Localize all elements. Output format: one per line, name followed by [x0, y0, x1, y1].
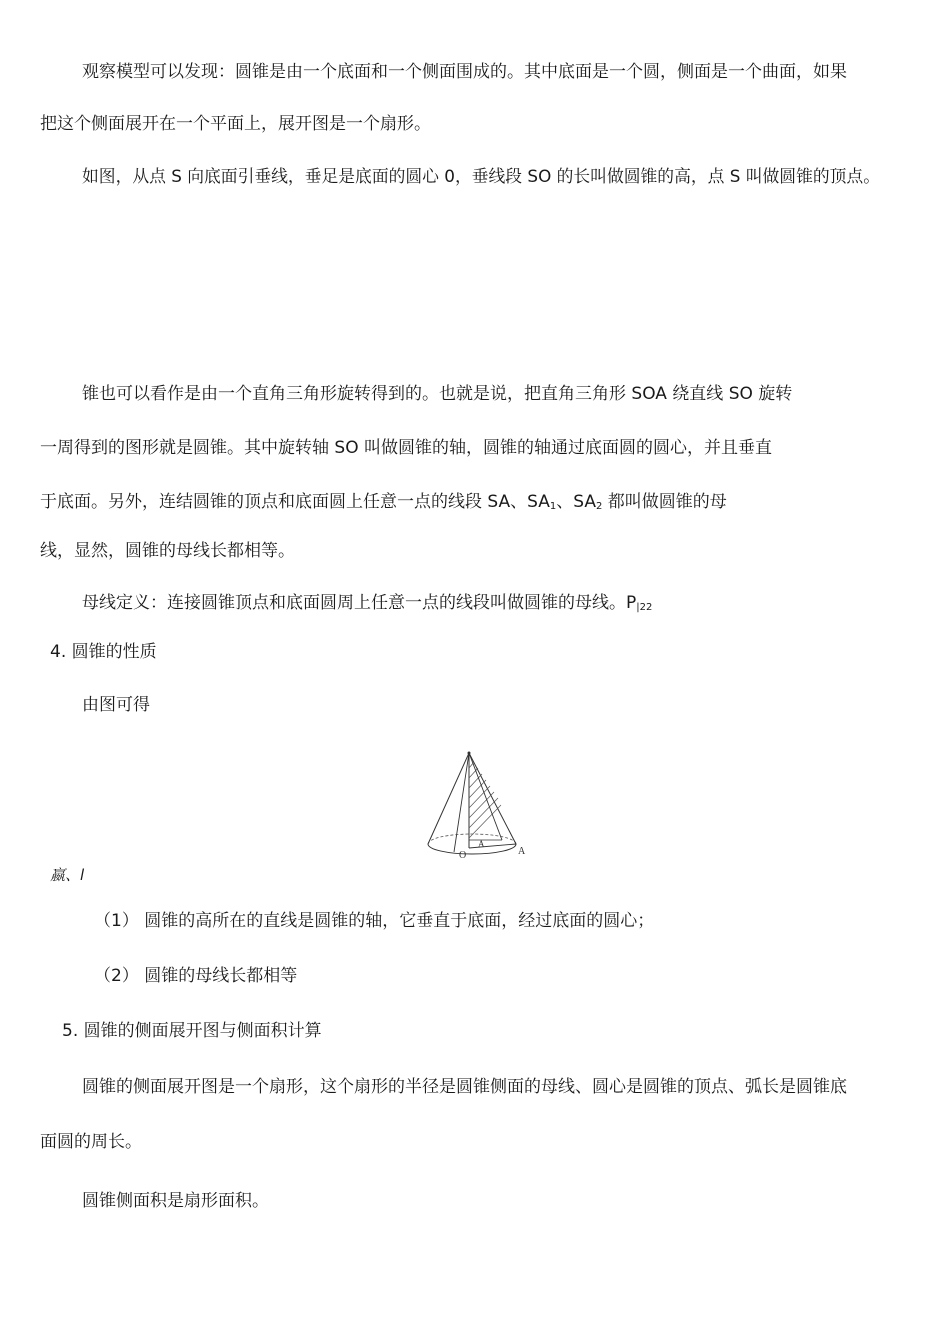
paragraph-3-line-2: 一周得到的图形就是圆锥。其中旋转轴 SO 叫做圆锥的轴，圆锥的轴通过底面圆的圆心，并且垂直	[40, 438, 772, 458]
generatrix-definition-text: 母线定义：连接圆锥顶点和底面圆周上任意一点的线段叫做圆锥的母线。P	[82, 593, 637, 613]
figure-caption: 嬴、l	[50, 866, 85, 884]
property-item-2: （2） 圆锥的母线长都相等	[94, 966, 298, 986]
section-4-intro: 由图可得	[82, 695, 150, 715]
generatrix-definition	[82, 592, 652, 619]
base-back-arc	[428, 834, 516, 844]
paragraph-2: 如图，从点 S 向底面引垂线，垂足是底面的圆心 0，垂线段 SO 的长叫做圆锥的高，点 S 叫做圆锥的顶点。	[82, 166, 880, 186]
vertex-s-point	[468, 752, 471, 755]
paragraph-1-line-2: 把这个侧面展开在一个平面上，展开图是一个扇形。	[40, 114, 431, 134]
cone-figure	[418, 748, 530, 864]
triangle-hatching	[469, 762, 501, 838]
generatrix-front	[454, 753, 469, 852]
paragraph-3-line-3	[40, 491, 727, 518]
section-5-heading: 5. 圆锥的侧面展开图与侧面积计算	[62, 1021, 322, 1041]
label-a1: A	[478, 839, 485, 849]
label-o: O	[459, 850, 467, 861]
property-item-1: （1） 圆锥的高所在的直线是圆锥的轴，它垂直于底面，经过底面的圆心；	[94, 911, 655, 931]
section-5-paragraph-line-1: 圆锥的侧面展开图是一个扇形，这个扇形的半径是圆锥侧面的母线、圆心是圆锥的顶点、弧长是圆锥底	[82, 1077, 847, 1097]
left-generatrix	[428, 753, 469, 844]
paragraph-3-line-3-text-a: 于底面。另外，连结圆锥的顶点和底面圆上任意一点的线段 SA、SA	[40, 492, 550, 512]
section-4-heading: 4. 圆锥的性质	[50, 642, 157, 662]
paragraph-1-line-1: 观察模型可以发现：圆锥是由一个底面和一个侧面围成的。其中底面是一个圆，侧面是一个曲面，如果	[82, 62, 847, 82]
page-reference: |22	[636, 602, 653, 613]
paragraph-3-line-3-text-c: 都叫做圆锥的母	[602, 492, 727, 512]
paragraph-3-line-1: 锥也可以看作是由一个直角三角形旋转得到的。也就是说，把直角三角形 SOA 绕直线 SO 旋转	[82, 384, 793, 404]
paragraph-3-line-4: 线，显然，圆锥的母线长都相等。	[40, 541, 295, 561]
radius-oa	[469, 844, 516, 848]
subscript-1: 1	[549, 501, 557, 512]
generatrix-sa1	[469, 753, 502, 840]
subscript-2: 2	[596, 501, 603, 512]
lateral-area-statement: 圆锥侧面积是扇形面积。	[82, 1191, 269, 1211]
paragraph-3-line-3-text-b: 、SA	[556, 492, 596, 512]
section-5-paragraph-line-2: 面圆的周长。	[40, 1132, 142, 1152]
label-a: A	[518, 846, 526, 857]
